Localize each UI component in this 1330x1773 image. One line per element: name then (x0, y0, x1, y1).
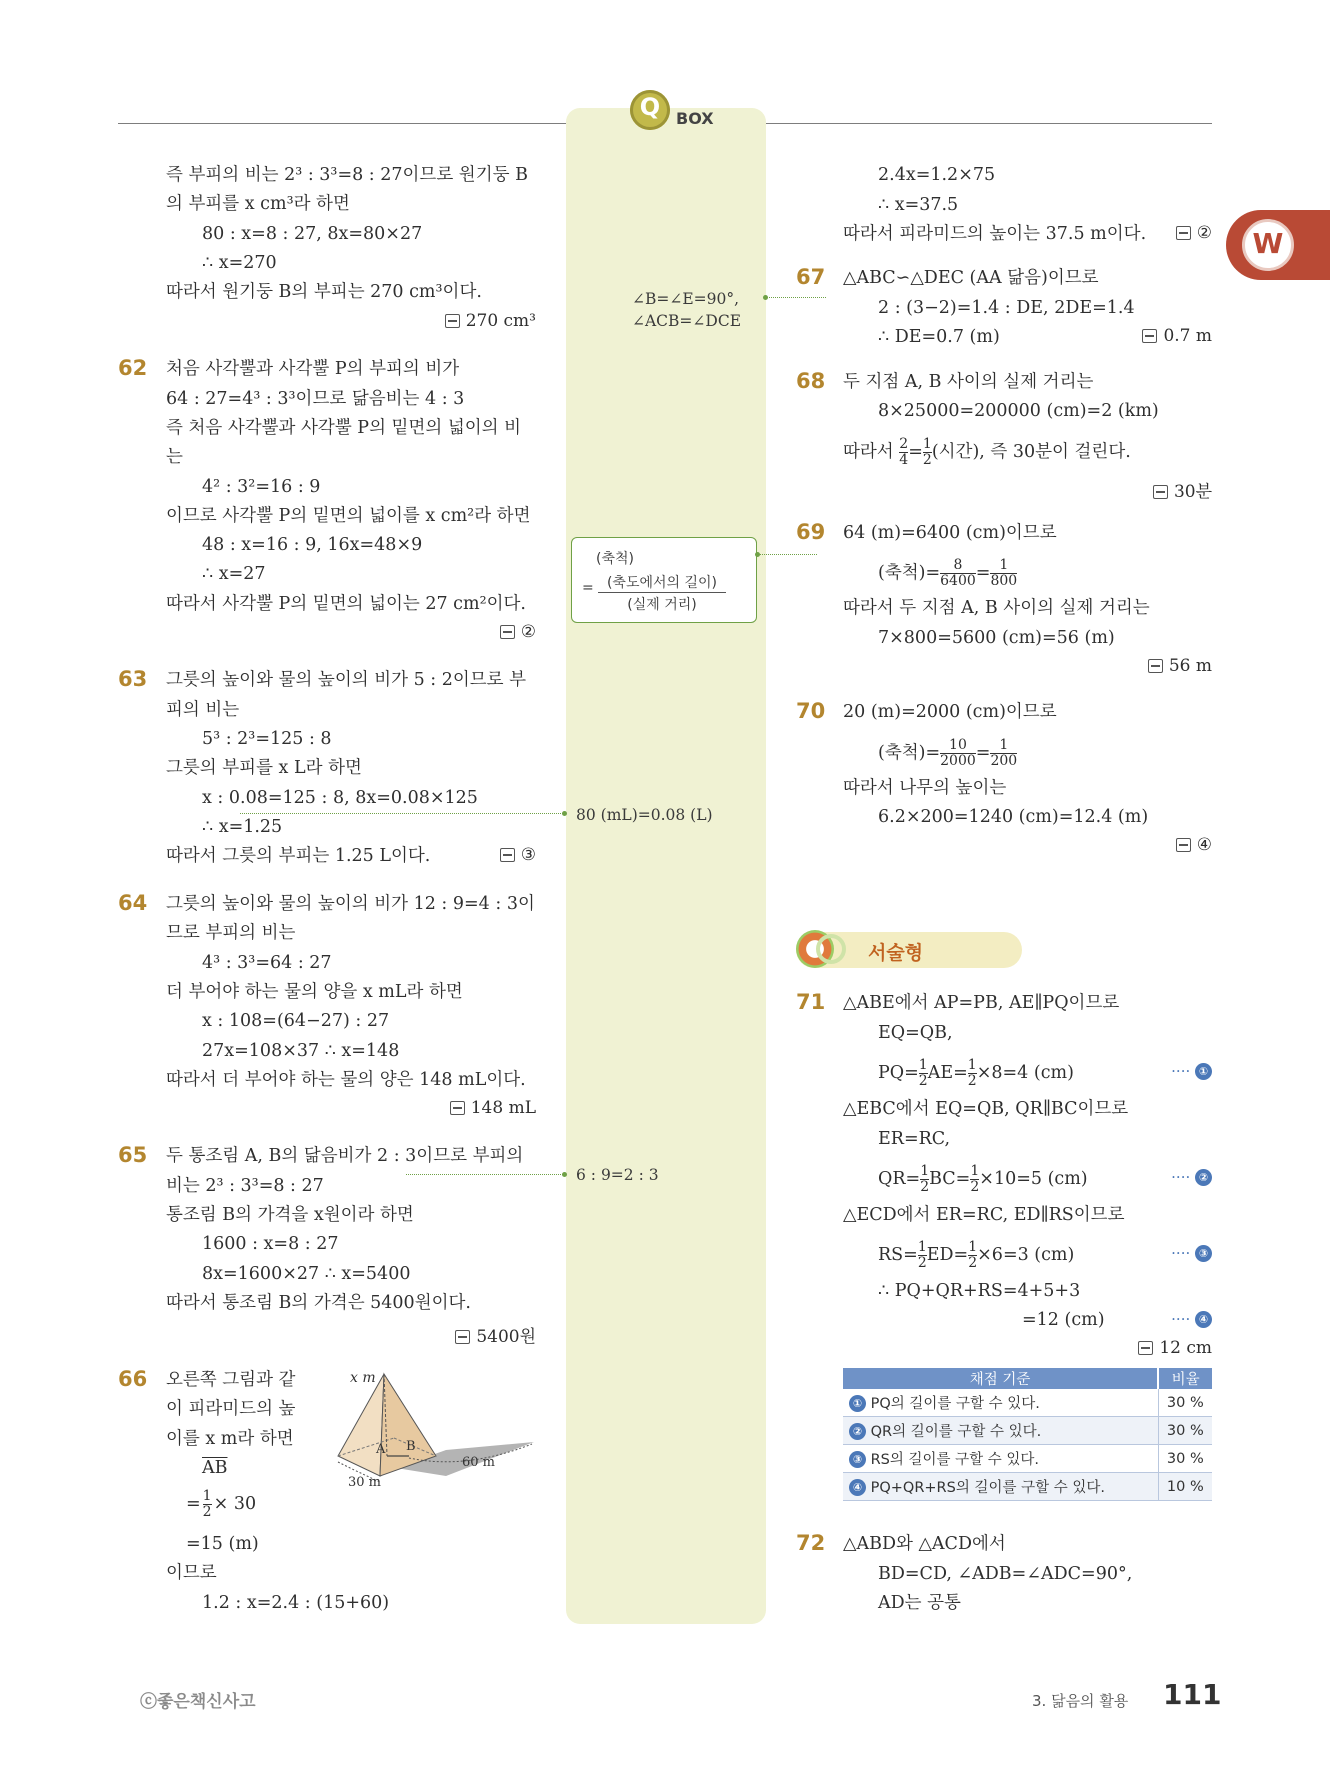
p66-line: =15 (m) (186, 1534, 259, 1554)
p70-eq: (축척)= $\frac{10}{2000}$ = $\frac{1}{200}$ (878, 737, 1018, 769)
answer-icon (1153, 485, 1168, 499)
fraction (923, 437, 932, 468)
p71-line: △EBC에서 EQ=QB, QR∥BC이므로 (843, 1099, 1129, 1119)
p71-eq2-c: ×10=5 (cm) (979, 1169, 1088, 1189)
p65-line: 1600 : x=8 : 27 (202, 1234, 339, 1254)
p61-line: 80 : x=8 : 27, 8x=80×27 (202, 224, 423, 244)
qbox-note-69-den: (실제 거리) (627, 597, 697, 613)
publisher: ⓒ좋은책신사고 (140, 1692, 256, 1712)
qbox-note-69-eq: = (582, 580, 594, 596)
p70-line: 따라서 나무의 높이는 (843, 778, 1007, 798)
criteria-cell (843, 1389, 1158, 1417)
p66-cont-line: 따라서 피라미드의 높이는 37.5 m이다. (843, 224, 1147, 244)
answer-icon (445, 314, 460, 328)
section-icon-ring (816, 934, 846, 964)
p67-line: 2 : (3−2)=1.4 : DE, 2DE=1.4 (878, 298, 1135, 318)
p71-eq2-b: BC= (929, 1169, 971, 1189)
p62-line: 48 : x=16 : 9, 16x=48×9 (202, 535, 423, 555)
section-title: 서술형 (868, 942, 924, 964)
frac-num: 10 (940, 738, 976, 754)
qbox-note-69-title: (축척) (596, 551, 634, 567)
fraction (203, 1489, 212, 1520)
p66-answer (1176, 223, 1212, 243)
p70-line: 20 (m)=2000 (cm)이므로 (843, 702, 1057, 722)
p71-answer (1138, 1338, 1212, 1358)
p66-line: 이므로 (166, 1563, 217, 1583)
problem-number: 63 (118, 667, 148, 691)
p71-line: △ABE에서 AP=PB, AE∥PQ이므로 (843, 993, 1120, 1013)
step-marker-num: ④ (1195, 1311, 1212, 1328)
table-row (843, 1389, 1212, 1417)
frac-den: 800 (990, 573, 1018, 589)
p70-answer (1176, 835, 1212, 855)
leader-dot (755, 552, 760, 557)
p66-line: 1.2 : x=2.4 : (15+60) (202, 1593, 390, 1613)
p65-line: 8x=1600×27 ∴ x=5400 (202, 1264, 411, 1284)
p61-answer-text: 270 cm³ (465, 311, 536, 331)
frac-num: 1 (970, 1163, 980, 1179)
p67-line: △ABC∽△DEC (AA 닮음)이므로 (843, 268, 1099, 288)
fraction (919, 1058, 928, 1089)
p63-line: 따라서 그릇의 부피는 1.25 L이다. (166, 846, 431, 866)
p63-line: 5³ : 2³=125 : 8 (202, 729, 332, 749)
p71-line: =12 (cm) (1022, 1310, 1105, 1330)
p69-answer (1148, 656, 1212, 676)
p70-eq-prefix: (축척)= (878, 743, 941, 763)
table-row (843, 1445, 1212, 1473)
p62-line: 따라서 사각뿔 P의 밑면의 넓이는 27 cm²이다. (166, 594, 526, 614)
fraction (990, 558, 1017, 589)
p66-ab-text: $\overline{AB}$ (202, 1458, 228, 1478)
fraction (968, 1058, 977, 1089)
p67-answer-text: 0.7 m (1163, 326, 1212, 346)
p72-line: △ABD와 △ACD에서 (843, 1534, 1006, 1554)
table-row (843, 1473, 1212, 1501)
step-marker-num: ③ (1195, 1245, 1212, 1262)
answer-icon (455, 1330, 470, 1344)
p71-eq2 (878, 1164, 1088, 1195)
p65-line: 통조림 B의 가격을 x원이라 하면 (166, 1205, 414, 1225)
fraction (970, 1164, 979, 1195)
top-rule-left (118, 123, 568, 124)
table-row (843, 1417, 1212, 1445)
p70-line: 6.2×200=1240 (cm)=12.4 (m) (878, 807, 1149, 827)
p64-line: 27x=108×37 ∴ x=148 (202, 1041, 400, 1061)
p63-answer (500, 845, 536, 865)
qbox-note-69-num: (축도에서의 길이) (598, 572, 726, 593)
qbox-note-63: 80 (mL)=0.08 (L) (576, 806, 713, 824)
frac-den: 6400 (940, 573, 976, 589)
p63-answer-text: ③ (520, 845, 536, 865)
p66-half: = $\frac{1}{2}$ × 30 (186, 1488, 257, 1520)
p63-line: 그릇의 부피를 x L라 하면 (166, 758, 362, 778)
label-b: B (406, 1439, 416, 1454)
p68-line: 두 지점 A, B 사이의 실제 거리는 (843, 372, 1094, 392)
fraction (918, 1240, 927, 1271)
fraction (940, 738, 976, 769)
label-a: A (376, 1442, 386, 1457)
frac-num: 1 (967, 1057, 977, 1073)
label-xm: x m (350, 1370, 376, 1386)
fraction (990, 738, 1017, 769)
qbox-note-67-line1: ∠B=∠E=90°, (632, 290, 740, 308)
frac-den: 2 (918, 1073, 928, 1089)
p71-eq1-c: ×8=4 (cm) (976, 1063, 1074, 1083)
p69-line: 7×800=5600 (cm)=56 (m) (878, 628, 1115, 648)
p65-line: 따라서 통조림 B의 가격은 5400원이다. (166, 1293, 471, 1313)
side-tab-letter: W (1252, 227, 1284, 260)
p68-prefix: 따라서 (843, 442, 894, 462)
p71-eq3-a: RS= (878, 1245, 918, 1265)
frac-den: 2 (970, 1179, 980, 1195)
frac-den: 2000 (940, 753, 976, 769)
section-header (796, 932, 1022, 968)
header-criteria: 채점 기준 (843, 1368, 1158, 1389)
leader-63 (240, 813, 565, 814)
qbox-note-67 (632, 288, 741, 332)
p72-line: AD는 공통 (878, 1593, 961, 1613)
header-ratio: 비율 (1158, 1368, 1212, 1389)
qbox-note-69 (571, 537, 757, 623)
criteria-cell (843, 1417, 1158, 1445)
answer-icon (500, 848, 515, 862)
p71-line: EQ=QB, (878, 1023, 953, 1043)
frac-den: 2 (920, 1179, 930, 1195)
ratio-cell: 30 % (1158, 1417, 1212, 1445)
leader-dot (562, 811, 567, 816)
p66-line: 이 피라미드의 높 (166, 1399, 296, 1419)
frac-den: 200 (990, 753, 1018, 769)
criteria-text: RS의 길이를 구할 수 있다. (870, 1452, 1039, 1468)
frac-num: 1 (990, 558, 1017, 574)
p65-line: 비는 2³ : 3³=8 : 27 (166, 1176, 324, 1196)
frac-num: 1 (990, 738, 1017, 754)
p61-answer (445, 311, 536, 331)
p62-line: ∴ x=27 (202, 564, 266, 584)
p71-eq1-b: AE= (927, 1063, 968, 1083)
fraction (968, 1240, 977, 1271)
p71-eq1 (878, 1058, 1074, 1089)
p71-eq1-a: PQ= (878, 1063, 919, 1083)
p67-answer (1142, 326, 1212, 346)
frac-num: 1 (917, 1239, 927, 1255)
frac-num: 1 (918, 1057, 928, 1073)
criteria-text: PQ+QR+RS의 길이를 구할 수 있다. (870, 1480, 1105, 1496)
step-marker: ···· ② (1171, 1168, 1212, 1186)
row-num: ② (849, 1423, 866, 1440)
p66-answer-text: ② (1196, 223, 1212, 243)
p69-answer-text: 56 m (1168, 656, 1212, 676)
step-marker-num: ① (1195, 1063, 1212, 1080)
p64-line: x : 108=(64−27) : 27 (202, 1011, 390, 1031)
p71-eq3 (878, 1240, 1074, 1271)
p64-line: 므로 부피의 비는 (166, 923, 296, 943)
p61-line: 의 부피를 x cm³라 하면 (166, 194, 350, 214)
p66-cont-line: 2.4x=1.2×75 (878, 165, 996, 185)
p68-eq: 따라서 $\frac{2}{4}$ = $\frac{1}{2}$ (시간), 즉 30분이 걸린다. (843, 436, 1131, 468)
frac-num: 1 (920, 1163, 930, 1179)
frac-num: 1 (202, 1488, 212, 1504)
p63-line: x : 0.08=125 : 8, 8x=0.08×125 (202, 788, 478, 808)
side-tab (1226, 210, 1330, 280)
leader-dot (763, 295, 768, 300)
label-60m: 60 m (462, 1455, 496, 1470)
p66-ab (202, 1457, 228, 1479)
p62-answer (500, 622, 536, 642)
answer-icon (450, 1101, 465, 1115)
qbox-label: BOX (676, 109, 714, 128)
p66-cont-line: ∴ x=37.5 (878, 195, 959, 215)
ratio-cell: 30 % (1158, 1389, 1212, 1417)
problem-number: 71 (796, 990, 826, 1014)
ratio-cell: 30 % (1158, 1445, 1212, 1473)
qbox-letter: Q (639, 93, 661, 121)
p71-eq3-c: ×6=3 (cm) (977, 1245, 1075, 1265)
criteria-text: PQ의 길이를 구할 수 있다. (870, 1396, 1040, 1412)
answer-icon (1176, 838, 1191, 852)
step-marker: ···· ① (1171, 1062, 1212, 1080)
row-num: ③ (849, 1451, 866, 1468)
p64-line: 더 부어야 하는 물의 양을 x mL라 하면 (166, 982, 463, 1002)
p61-line: ∴ x=270 (202, 253, 277, 273)
p65-answer-text: 5400원 (476, 1327, 536, 1347)
fraction (899, 437, 908, 468)
ratio-cell: 10 % (1158, 1473, 1212, 1501)
criteria-text: QR의 길이를 구할 수 있다. (870, 1424, 1042, 1440)
frac-den: 2 (917, 1255, 927, 1271)
top-rule-right (764, 123, 1212, 124)
p64-answer (450, 1098, 536, 1118)
p70-answer-text: ④ (1196, 835, 1212, 855)
p63-line: ∴ x=1.25 (202, 817, 283, 837)
qbox-note-65: 6 : 9=2 : 3 (576, 1166, 659, 1184)
p72-line: BD=CD, ∠ADB=∠ADC=90°, (878, 1564, 1133, 1584)
p61-line: 즉 부피의 비는 2³ : 3³=8 : 27이므로 원기둥 B (166, 165, 528, 185)
label-30m: 30 m (348, 1475, 382, 1486)
step-marker: ···· ④ (1171, 1310, 1212, 1328)
p69-eq: (축척)= $\frac{8}{6400}$ = $\frac{1}{800}$ (878, 557, 1018, 589)
frac-den: 2 (968, 1255, 978, 1271)
p69-eq-prefix: (축척)= (878, 563, 941, 583)
p67-line: ∴ DE=0.7 (m) (878, 327, 1000, 347)
scoring-table-header (843, 1368, 1212, 1389)
scoring-table (843, 1368, 1212, 1501)
answer-icon (1148, 659, 1163, 673)
p62-line: 이므로 사각뿔 P의 밑면의 넓이를 x cm²라 하면 (166, 506, 531, 526)
p71-eq3-b: ED= (926, 1245, 969, 1265)
frac-den: 2 (967, 1073, 977, 1089)
p62-line: 처음 사각뿔과 사각뿔 P의 부피의 비가 (166, 359, 460, 379)
problem-number: 64 (118, 891, 148, 915)
frac-num: 2 (899, 436, 909, 452)
step-marker-num: ② (1195, 1169, 1212, 1186)
p64-line: 그릇의 높이와 물의 높이의 비가 12 : 9=4 : 3이 (166, 894, 535, 914)
frac-num: 1 (922, 436, 932, 452)
p68-line: 8×25000=200000 (cm)=2 (km) (878, 401, 1159, 421)
p71-line: ER=RC, (878, 1129, 951, 1149)
p68-answer-text: 30분 (1173, 482, 1212, 502)
p71-line: △ECD에서 ER=RC, ED∥RS이므로 (843, 1205, 1125, 1225)
answer-icon (500, 625, 515, 639)
qbox-note-67-line2: ∠ACB=∠DCE (632, 312, 742, 330)
p63-line: 피의 비는 (166, 700, 240, 720)
p61-line: 따라서 원기둥 B의 부피는 270 cm³이다. (166, 282, 482, 302)
p69-line: 따라서 두 지점 A, B 사이의 실제 거리는 (843, 598, 1150, 618)
p62-line: 즉 처음 사각뿔과 사각뿔 P의 밑면의 넓이의 비 (166, 418, 522, 438)
frac-den: 2 (922, 452, 932, 468)
p71-eq2-a: QR= (878, 1169, 921, 1189)
p71-line: ∴ PQ+QR+RS=4+5+3 (878, 1281, 1081, 1301)
fraction (940, 558, 976, 589)
frac-num: 8 (940, 558, 976, 574)
problem-number: 67 (796, 265, 826, 289)
p69-line: 64 (m)=6400 (cm)이므로 (843, 523, 1057, 543)
problem-number: 62 (118, 356, 148, 380)
p66-half-text: × 30 (213, 1494, 257, 1514)
row-num: ④ (849, 1479, 866, 1496)
page-number: 111 (1163, 1678, 1222, 1711)
p62-line: 는 (166, 447, 183, 467)
answer-icon (1138, 1341, 1153, 1355)
problem-number: 72 (796, 1531, 826, 1555)
p64-line: 4³ : 3³=64 : 27 (202, 953, 332, 973)
frac-den: 2 (202, 1504, 212, 1520)
criteria-cell (843, 1445, 1158, 1473)
fraction (920, 1164, 929, 1195)
leader-69 (757, 554, 817, 555)
chapter-title: 3. 닮음의 활용 (1032, 1692, 1129, 1710)
pyramid-left-face (338, 1374, 384, 1476)
p68-answer (1153, 477, 1212, 502)
p62-line: 64 : 27=4³ : 3³이므로 닮음비는 4 : 3 (166, 389, 465, 409)
answer-icon (1176, 226, 1191, 240)
p63-line: 그릇의 높이와 물의 높이의 비가 5 : 2이므로 부 (166, 670, 527, 690)
frac-den: 4 (899, 452, 909, 468)
p64-line: 따라서 더 부어야 하는 물의 양은 148 mL이다. (166, 1070, 526, 1090)
p66-line: 이를 x m라 하면 (166, 1429, 294, 1449)
leader-dot (562, 1172, 567, 1177)
problem-number: 65 (118, 1143, 148, 1167)
p65-answer (455, 1322, 536, 1347)
step-marker: ···· ③ (1171, 1244, 1212, 1262)
p62-line: 4² : 3²=16 : 9 (202, 477, 321, 497)
problem-number: 69 (796, 520, 826, 544)
criteria-cell (843, 1473, 1158, 1501)
p66-line: 오른쪽 그림과 같 (166, 1370, 296, 1390)
p71-answer-text: 12 cm (1159, 1338, 1212, 1358)
problem-number: 66 (118, 1367, 148, 1391)
pyramid-figure (336, 1366, 536, 1486)
p64-answer-text: 148 mL (470, 1098, 536, 1118)
problem-number: 68 (796, 369, 826, 393)
qbox-column (566, 108, 766, 1624)
answer-icon (1142, 329, 1157, 343)
frac-num: 1 (968, 1239, 978, 1255)
problem-number: 70 (796, 699, 826, 723)
row-num: ① (849, 1395, 866, 1412)
p65-line: 두 통조림 A, B의 닮음비가 2 : 3이므로 부피의 (166, 1146, 524, 1166)
leader-65 (406, 1174, 565, 1175)
leader-67 (766, 297, 826, 298)
p68-suffix: (시간), 즉 30분이 걸린다. (931, 442, 1131, 462)
p62-answer-text: ② (520, 622, 536, 642)
